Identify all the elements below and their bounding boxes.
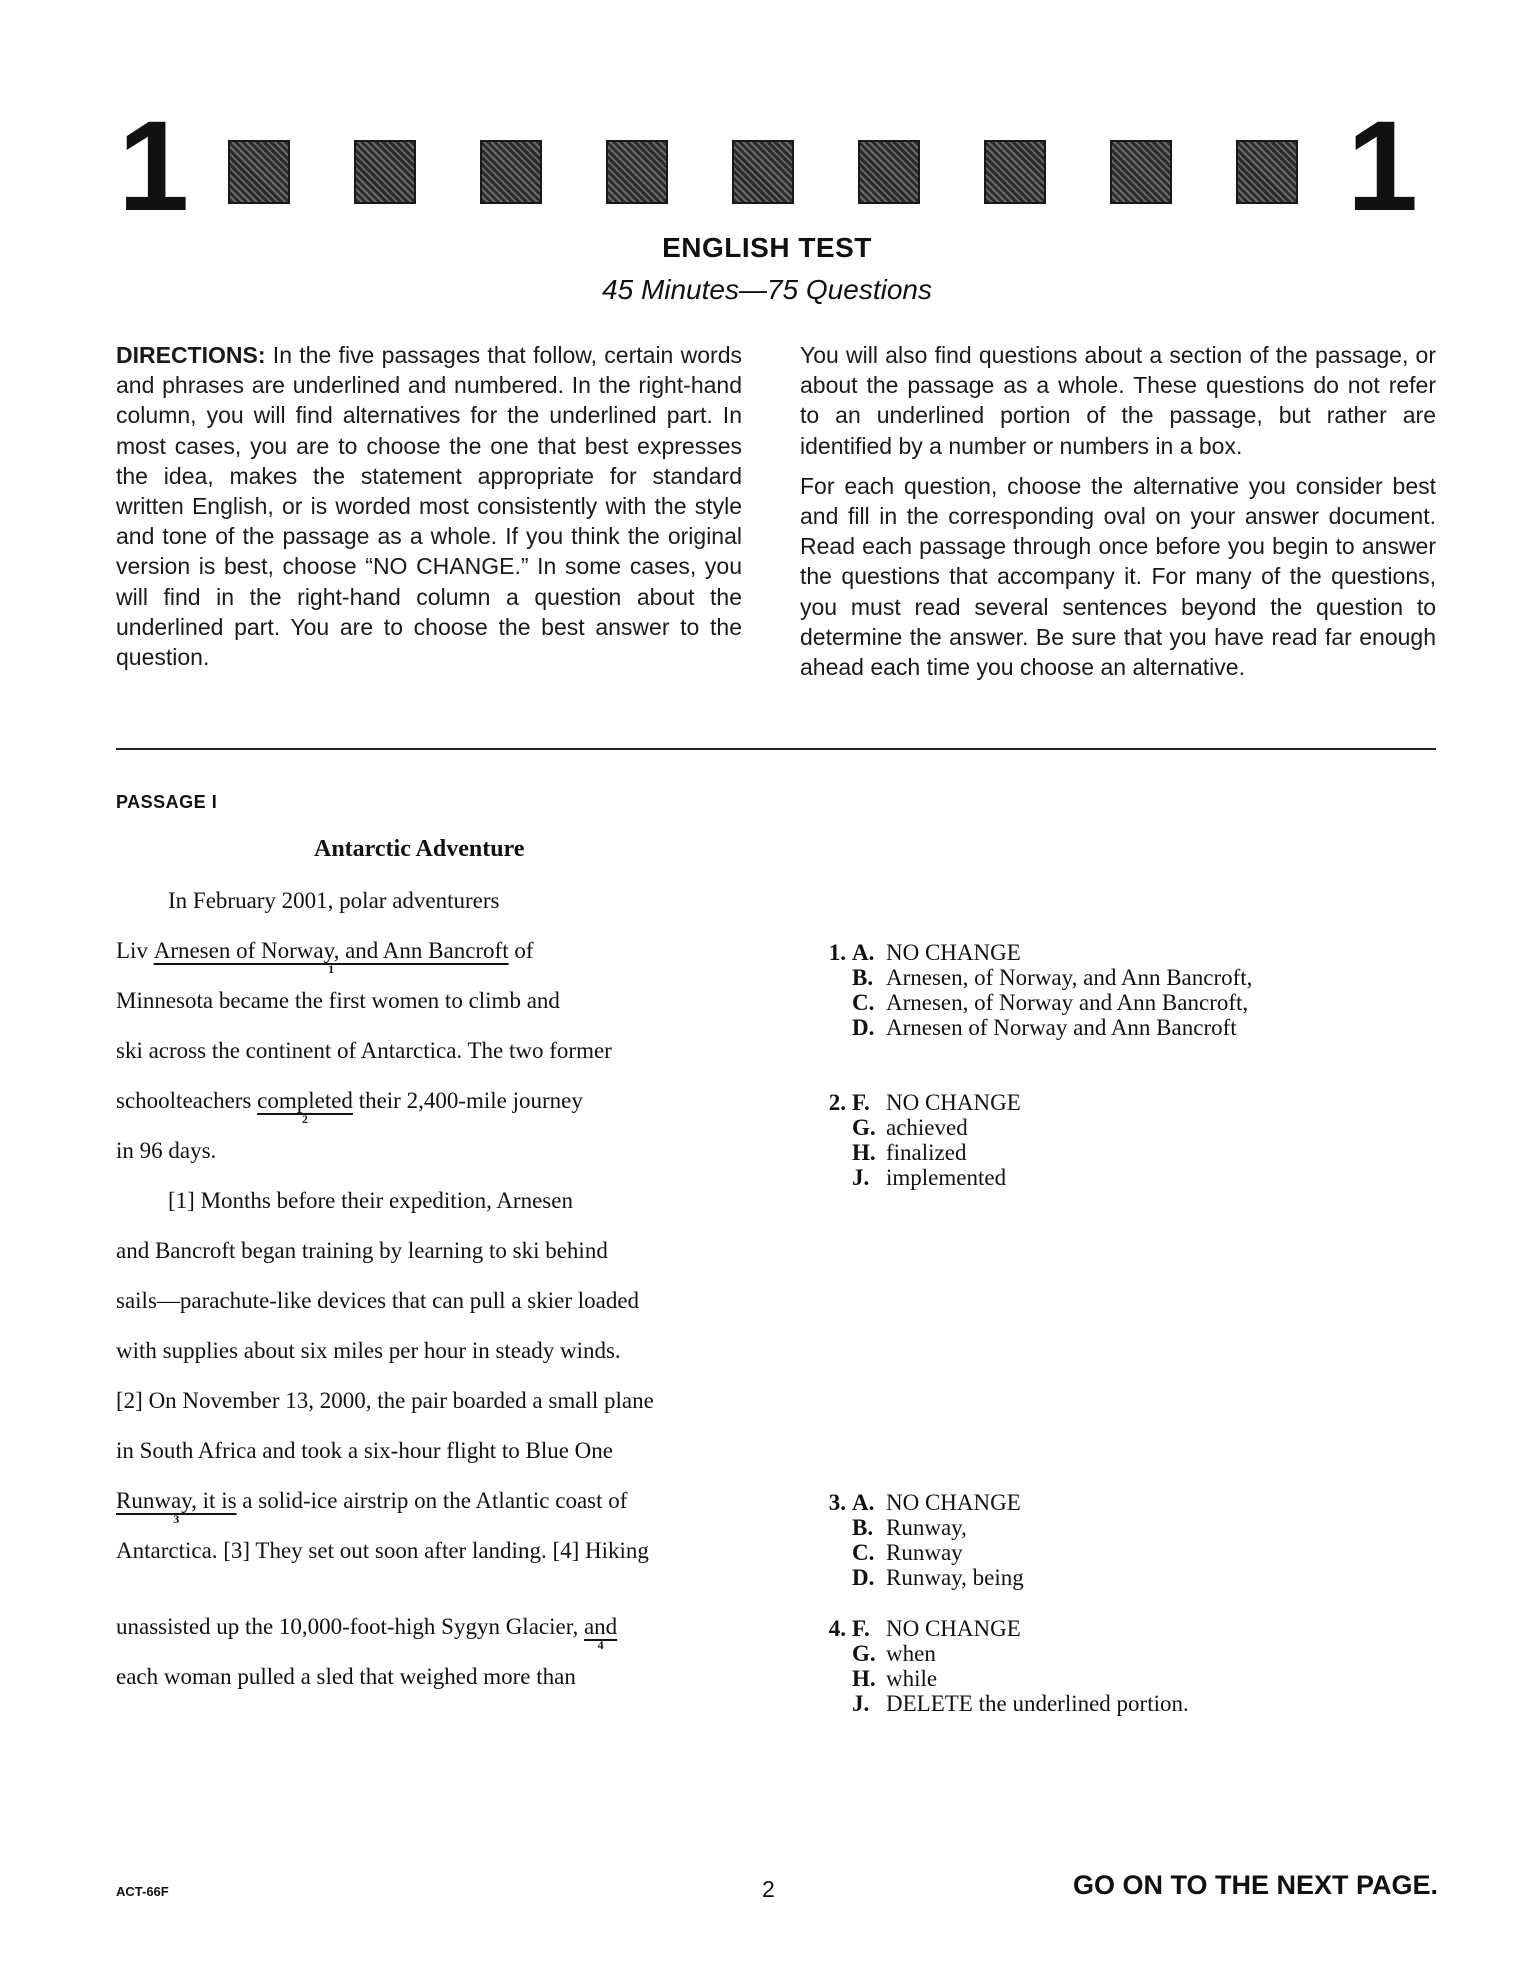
answer-option[interactable] [808,1540,1024,1565]
passage-line: in South Africa and took a six-hour flight to Blue One [116,1438,613,1463]
option-text: NO CHANGE [886,1090,1021,1115]
option-letter: B. [852,1515,874,1540]
option-letter: B. [852,965,874,990]
header-block [480,140,542,204]
question-number: 4. [828,1616,846,1641]
option-text: while [886,1666,938,1691]
answer-option[interactable] [808,1015,1252,1040]
answer-option[interactable] [808,1140,1021,1165]
option-letter: G. [852,1641,876,1666]
directions-right-paragraph-2: For each question, choose the alternative you consider best and fill in the corresponding oval on your answer document. Read each passage through once before you begin to answer the questions that accompany it. For many of the questions, you must read several sentences beyond the question to determine the answer. Be sure that you have read far enough ahead each time you choose an alternative. [800,472,1436,681]
option-text: Runway, being [886,1565,1024,1590]
option-text: Arnesen of Norway and Ann Bancroft [886,1015,1237,1040]
option-letter: D. [852,1565,875,1590]
passage-line: Antarctica. [3] They set out soon after landing. [4] Hiking [116,1538,649,1563]
question-number-marker: 4 [597,1638,604,1652]
section-header-band [118,95,1418,238]
passage-line: Minnesota became the first women to climb and [116,988,560,1013]
directions-left-text: In the five passages that follow, certain words and phrases are underlined and numbered. In the right-hand column, you will find alternatives for the underlined part. In most cases, you are to choose the one that best expresses the idea, makes the statement appropriate for standard written English, or is worded most consistently with the style and tone of the passage as a whole. If you think the original version is best, choose “NO CHANGE.” In some cases, you will find in the right-hand column a question about the underlined part. You are to choose the best answer to the question. [116,342,742,671]
passage-line: sails—parachute-like devices that can pull a skier loaded [116,1288,640,1313]
option-text: Arnesen, of Norway and Ann Bancroft, [886,990,1249,1015]
passage-text: Liv [116,938,154,963]
section-number-right: 1 [1346,95,1418,238]
answer-option[interactable] [808,1616,1189,1641]
underlined-text: Arnesen of Norway, and Ann Bancroft [153,938,509,963]
answer-option[interactable] [808,1691,1189,1716]
option-letter: G. [852,1115,876,1140]
answer-option[interactable] [808,1165,1021,1190]
passage-line [116,1614,618,1652]
question-4 [808,1616,1189,1716]
directions-left-column [116,340,742,682]
question-number: 2. [828,1090,846,1115]
passage-line: each woman pulled a sled that weighed more than [116,1664,576,1689]
directions-label: DIRECTIONS: [116,342,266,368]
header-block [1110,140,1172,204]
question-number: 3. [828,1490,846,1515]
header-block [228,140,290,204]
option-text: DELETE the underlined portion. [886,1691,1189,1716]
passage-line: and Bancroft began training by learning to ski behind [116,1238,608,1263]
answer-option[interactable] [808,940,1252,965]
option-text: NO CHANGE [886,1616,1021,1641]
underlined-portion-2[interactable] [257,1088,353,1126]
header-block [606,140,668,204]
answer-option[interactable] [808,1515,1024,1540]
passage-title: Antarctic Adventure [314,836,525,862]
directions-right-paragraph-1: You will also find questions about a section of the passage, or about the passage as a whole. These questions do not refer to an underlined portion of the passage, but rather are identified by a number or numbers in a box. [800,342,1436,459]
passage-text: unassisted up the 10,000-foot-high Sygyn Glacier, [116,1614,584,1639]
passage-line [116,938,534,976]
option-letter: F. [852,1090,870,1115]
option-text: Runway, [886,1515,967,1540]
divider-rule [116,748,1436,750]
answer-option[interactable] [808,965,1252,990]
underlined-text: Runway, it is [116,1488,237,1513]
option-letter: F. [852,1616,870,1641]
option-text: when [886,1641,936,1666]
underlined-text: and [583,1614,618,1639]
passage-line: in 96 days. [116,1138,217,1163]
answer-option[interactable] [808,1641,1189,1666]
question-number: 1. [828,940,846,965]
answer-option[interactable] [808,1666,1189,1691]
question-number-marker: 1 [328,962,335,976]
passage-text: schoolteachers [116,1088,258,1113]
answer-option[interactable] [808,1090,1021,1115]
header-block [354,140,416,204]
header-block [984,140,1046,204]
option-letter: H. [852,1140,876,1165]
passage-line: [2] On November 13, 2000, the pair boarded a small plane [116,1388,654,1413]
answer-option[interactable] [808,1490,1024,1515]
option-letter: J. [852,1165,870,1190]
next-page-instruction: GO ON TO THE NEXT PAGE. [1072,1870,1438,1900]
option-letter: C. [852,990,875,1015]
option-text: finalized [886,1140,967,1165]
question-3 [808,1490,1024,1590]
page-number: 2 [762,1876,775,1902]
question-number-marker: 2 [302,1112,309,1126]
answer-option[interactable] [808,1565,1024,1590]
underlined-portion-1[interactable] [153,938,509,976]
passage-line [116,1488,628,1526]
header-block [858,140,920,204]
answer-option[interactable] [808,990,1252,1015]
option-letter: A. [852,940,875,965]
passage-line: with supplies about six miles per hour in steady winds. [116,1338,621,1363]
option-text: achieved [886,1115,968,1140]
section-number-left: 1 [118,95,190,238]
passage-line [116,1088,583,1126]
answer-option[interactable] [808,1115,1021,1140]
form-code: ACT-66F [116,1884,169,1899]
option-text: implemented [886,1165,1007,1190]
option-letter: A. [852,1490,875,1515]
header-block [1236,140,1298,204]
test-title: ENGLISH TEST [662,232,872,263]
passage-label: PASSAGE I [116,792,218,812]
question-number-marker: 3 [173,1512,180,1526]
passage-line: ski across the continent of Antarctica. The two former [116,1038,612,1063]
passage-line: [1] Months before their expedition, Arnesen [168,1188,573,1213]
option-text: Runway [886,1540,963,1565]
passage-text: of [508,938,534,963]
question-1 [808,940,1252,1040]
test-subtitle: 45 Minutes—75 Questions [602,274,932,305]
passage-line: In February 2001, polar adventurers [168,888,500,913]
underlined-portion-3[interactable] [116,1488,237,1526]
directions-right-column [800,340,1436,692]
option-text: NO CHANGE [886,1490,1021,1515]
header-block [732,140,794,204]
option-text: Arnesen, of Norway, and Ann Bancroft, [886,965,1253,990]
option-letter: D. [852,1015,875,1040]
option-letter: H. [852,1666,876,1691]
underlined-text: completed [257,1088,353,1113]
option-letter: J. [852,1691,870,1716]
underlined-portion-4[interactable] [583,1614,618,1652]
option-text: NO CHANGE [886,940,1021,965]
question-2 [808,1090,1021,1190]
option-letter: C. [852,1540,875,1565]
passage-text: their 2,400-mile journey [352,1088,583,1113]
passage-text: a solid-ice airstrip on the Atlantic coast of [236,1488,628,1513]
